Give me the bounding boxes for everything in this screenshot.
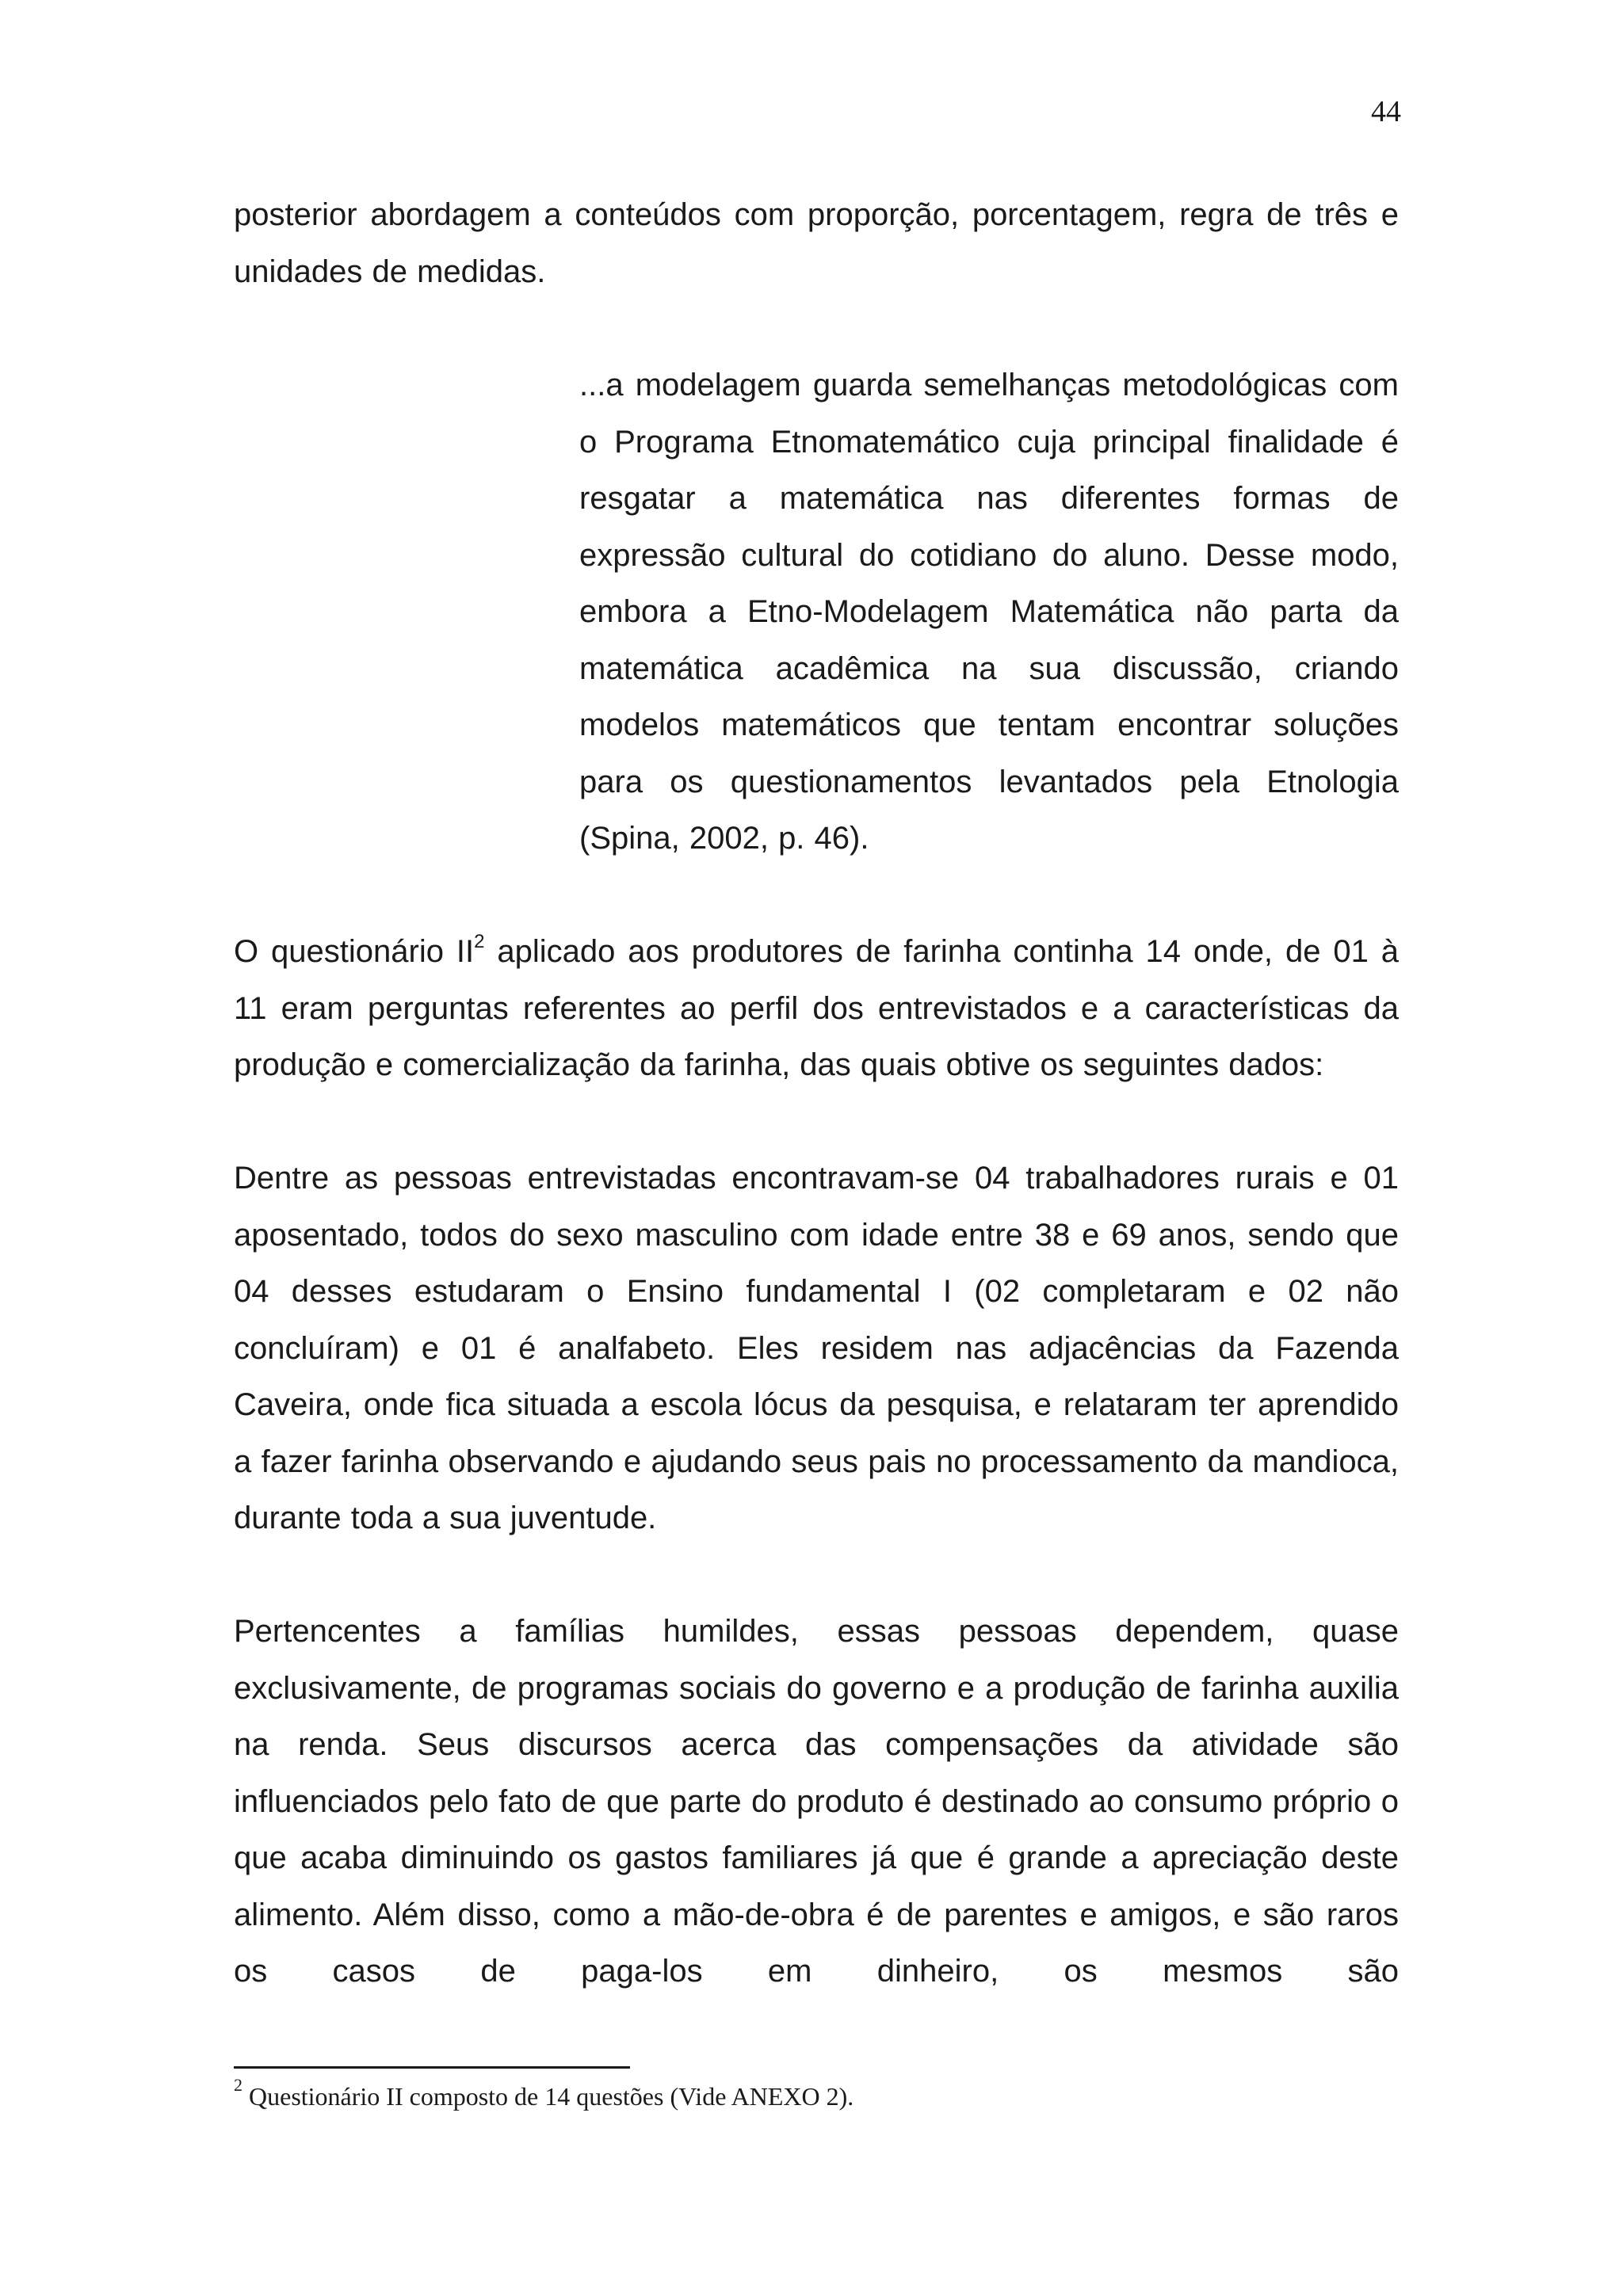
paragraph-interviewees: Dentre as pessoas entrevistadas encontravam-se 04 trabalhadores rurais e 01 aposentado, todos do sexo masculino com idade entre 38 e 69 anos, sendo que 04 desses estudaram o Ensino fundamental I (02 completaram e 02 não concluíram) e 01 é analfabeto. Eles residem nas adjacências da Fazenda Caveira, onde fica situada a escola lócus da pesquisa, e relataram ter aprendido a fazer farinha observando e ajudando seus pais no processamento da mandioca, durante toda a sua juventude. xyxy=(234,1161,1399,1535)
page-number: 44 xyxy=(1371,95,1401,128)
paragraph-questionnaire xyxy=(234,924,1399,1094)
paragraph-families: Pertencentes a famílias humildes, essas pessoas dependem, quase exclusivamente, de programas sociais do governo e a produção de farinha auxilia na renda. Seus discursos acerca das compensações da atividade são influenciados pelo fato de que parte do produto é destinado ao consumo próprio o que acaba diminuindo os gastos familiares já que é grande a apreciação deste alimento. Além disso, como a mão-de-obra é de parentes e amigos, e são raros os casos de paga-los em dinheiro, os mesmos são xyxy=(234,1614,1399,1989)
block-quote: ...a modelagem guarda semelhanças metodológicas com o Programa Etnomatemático cuja principal finalidade é resgatar a matemática nas diferentes formas de expressão cultural do cotidiano do aluno. Desse modo, embora a Etno-Modelagem Matemática não parta da matemática acadêmica na sua discussão, criando modelos matemáticos que tentam encontrar soluções para os questionamentos levantados pela Etnologia (Spina, 2002, p. 46). xyxy=(579,368,1399,856)
footnote-separator xyxy=(234,2066,630,2069)
footnote-reference[interactable]: 2 xyxy=(474,930,485,952)
paragraph-intro: posterior abordagem a conteúdos com proporção, porcentagem, regra de três e unidades de medidas. xyxy=(234,197,1399,289)
footnote-marker: 2 xyxy=(234,2075,242,2096)
paragraph-questionnaire-start: O questionário II xyxy=(234,934,475,969)
paragraph-questionnaire-rest: aplicado aos produtores de farinha continha 14 onde, de 01 à 11 eram perguntas referentes ao perfil dos entrevistados e a características da produção e comercialização da farinha, das quais obtive os seguintes dados: xyxy=(234,934,1399,1082)
footnote-text: Questionário II composto de 14 questões (Vide ANEXO 2). xyxy=(242,2082,854,2111)
footnote xyxy=(234,2077,854,2115)
